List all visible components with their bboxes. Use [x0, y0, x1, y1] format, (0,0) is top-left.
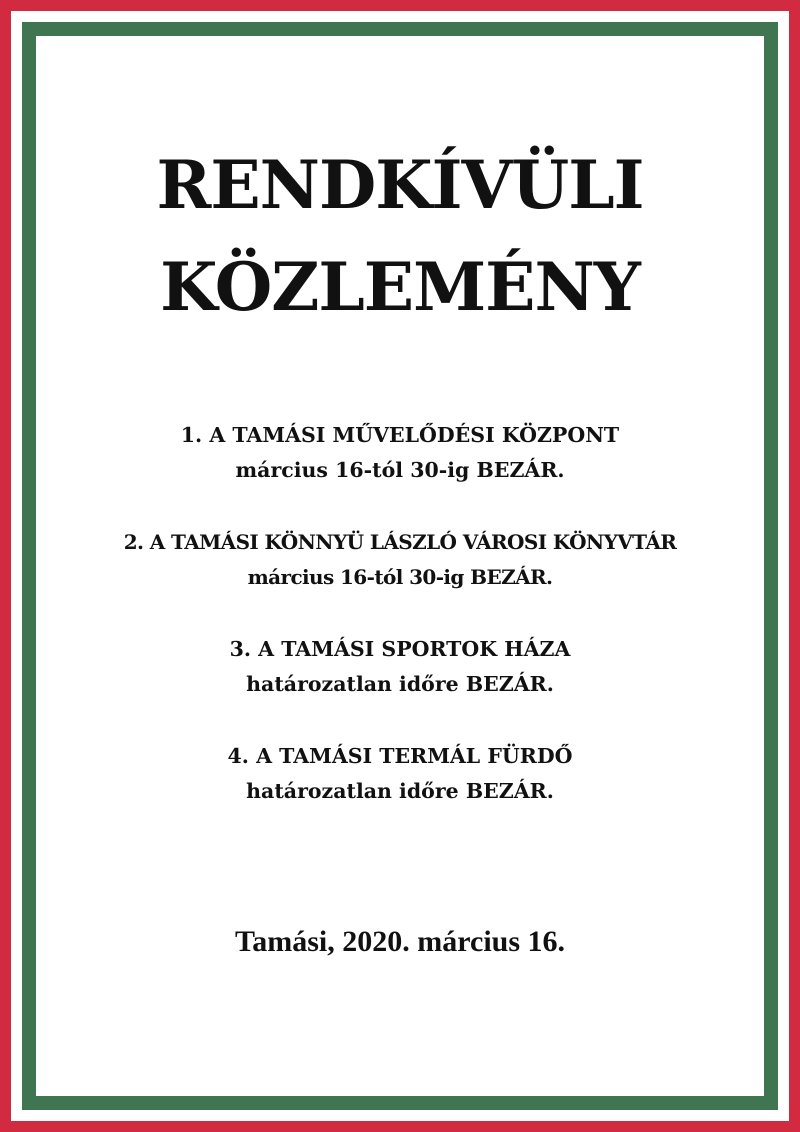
title-line-2: KÖZLEMÉNY [160, 248, 640, 326]
closure-item-4 [36, 739, 764, 809]
closure-list [36, 418, 764, 846]
closure-item-1 [36, 418, 764, 488]
closure-item-3-facility: 3. A TAMÁSI SPORTOK HÁZA [229, 637, 571, 661]
closure-item-1-facility: 1. A TAMÁSI MŰVELŐDÉSI KÖZPONT [180, 423, 620, 447]
closure-item-3 [36, 632, 764, 702]
notice-title [36, 134, 764, 338]
closure-item-2-period: március 16-tól 30-ig BEZÁR. [247, 565, 553, 589]
closure-item-2 [36, 525, 764, 595]
notice-content [36, 36, 764, 1096]
closure-item-1-period: március 16-tól 30-ig BEZÁR. [235, 458, 565, 482]
closure-item-4-period: határozatlan időre BEZÁR. [246, 779, 554, 803]
closure-item-2-facility: 2. A TAMÁSI KÖNNYÜ LÁSZLÓ VÁROSI KÖNYVTÁR [123, 530, 677, 554]
place-and-date: Tamási, 2020. március 16. [234, 925, 566, 958]
title-line-1: RENDKÍVÜLI [156, 146, 644, 224]
closure-item-4-facility: 4. A TAMÁSI TERMÁL FÜRDŐ [227, 744, 573, 768]
closure-item-3-period: határozatlan időre BEZÁR. [246, 672, 554, 696]
